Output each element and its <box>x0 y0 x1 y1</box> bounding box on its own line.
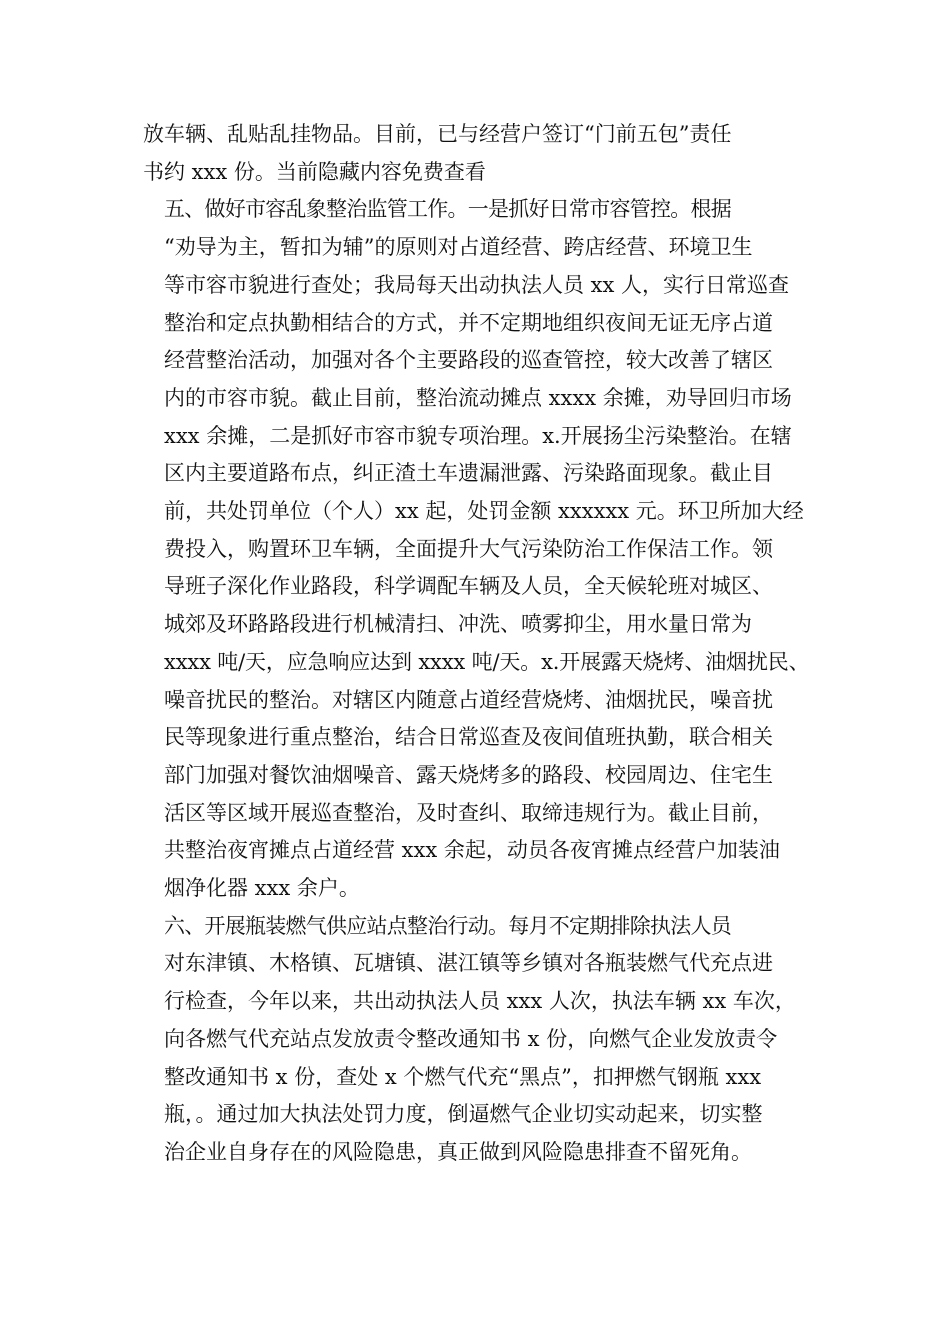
text-line: 经营整治活动，加强对各个主要路段的巡查管控，较大改善了辖区 <box>164 348 773 373</box>
text-line: xxx 余摊，二是抓好市容市貌专项治理。x.开展扬尘污染整治。在辖 <box>164 423 792 448</box>
text-line: 整改通知书 x 份，查处 x 个燃气代充“黑点”，扣押燃气钢瓶 xxx <box>164 1064 762 1089</box>
text-line: 共整治夜宵摊点占道经营 xxx 余起，动员各夜宵摊点经营户加装油 <box>164 838 780 863</box>
text-line: 城郊及环路路段进行机械清扫、冲洗、喷雾抑尘，用水量日常为 <box>164 612 752 637</box>
text-line: 行检查，今年以来，共出动执法人员 xxx 人次，执法车辆 xx 车次， <box>164 989 796 1014</box>
document-body <box>143 116 809 1172</box>
text-line: 费投入，购置环卫车辆，全面提升大气污染防治工作保洁工作。领 <box>164 536 773 561</box>
text-line: 前，共处罚单位（个人）xx 起，处罚金额 xxxxxx 元。环卫所加大经 <box>164 499 804 524</box>
text-line: 民等现象进行重点整治，结合日常巡查及夜间值班执勤，联合相关 <box>164 725 773 750</box>
text-line: 放车辆、乱贴乱挂物品。目前，已与经营户签订“门前五包”责任 <box>143 122 732 146</box>
paragraph <box>143 191 809 907</box>
text-line: xxxx 吨/天，应急响应达到 xxxx 吨/天。x.开展露天烧烤、油烟扰民、 <box>164 649 810 674</box>
text-line: 部门加强对餐饮油烟噪音、露天烧烤多的路段、校园周边、住宅生 <box>164 762 773 787</box>
text-line: 等市容市貌进行查处；我局每天出动执法人员 xx 人，实行日常巡查 <box>164 272 790 297</box>
text-line: 向各燃气代充站点发放责令整改通知书 x 份，向燃气企业发放责令 <box>164 1026 778 1051</box>
paragraph <box>143 908 809 1172</box>
text-line: 内的市容市貌。截止目前，整治流动摊点 xxxx 余摊，劝导回归市场 <box>164 385 792 410</box>
text-line: 瓶，。通过加大执法处罚力度，倒逼燃气企业切实动起来，切实整 <box>164 1102 763 1127</box>
text-line: 六、开展瓶装燃气供应站点整治行动。每月不定期排除执法人员 <box>164 913 731 938</box>
text-line: 活区等区域开展巡查整治，及时查纠、取缔违规行为。截止目前， <box>164 800 773 825</box>
text-line: 书约 xxx 份。当前隐藏内容免费查看 <box>143 159 486 184</box>
text-line: 区内主要道路布点，纠正渣土车遗漏泄露、污染路面现象。截止目 <box>164 461 773 486</box>
paragraph <box>143 116 809 191</box>
text-line: 五、做好市容乱象整治监管工作。一是抓好日常市容管控。根据 <box>164 197 731 222</box>
text-line: 导班子深化作业路段，科学调配车辆及人员，全天候轮班对城区、 <box>164 574 773 599</box>
text-line: 噪音扰民的整治。对辖区内随意占道经营烧烤、油烟扰民，噪音扰 <box>164 687 773 712</box>
text-line: 对东津镇、木格镇、瓦塘镇、湛江镇等乡镇对各瓶装燃气代充点进 <box>164 951 773 976</box>
text-line: 烟净化器 xxx 余户。 <box>164 876 360 901</box>
text-line: 整治和定点执勤相结合的方式，并不定期地组织夜间无证无序占道 <box>164 310 773 335</box>
text-line: “劝导为主，暂扣为辅”的原则对占道经营、跨店经营、环境卫生 <box>164 235 753 260</box>
text-line: 治企业自身存在的风险隐患，真正做到风险隐患排查不留死角。 <box>164 1139 752 1164</box>
